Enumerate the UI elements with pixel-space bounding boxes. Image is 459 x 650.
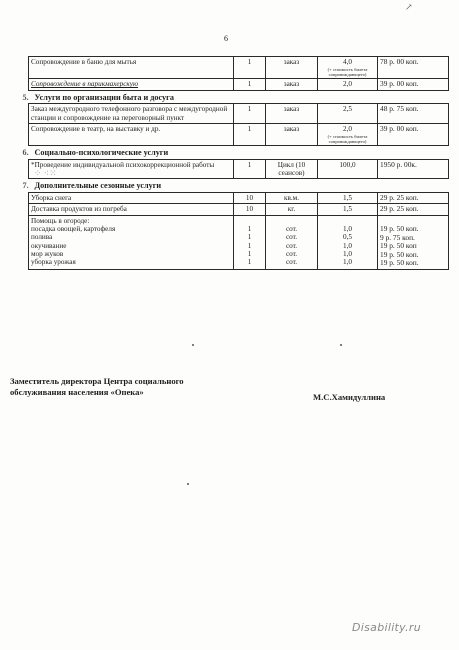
page-number: 6 (224, 34, 228, 43)
time-norm-value: 2,5 (343, 105, 352, 114)
time-norm-value: 100,0 (339, 160, 356, 169)
signature-title (10, 376, 184, 398)
section-number: 5. (22, 92, 29, 102)
table-row (29, 79, 449, 91)
garden-unit: сот. (285, 233, 298, 242)
garden-unit: сот. (285, 224, 298, 233)
time-norm (318, 57, 378, 79)
service-name: Уборка снега (29, 192, 234, 204)
section-title: Социально-психологические услуги (34, 148, 169, 158)
garden-service-name: полива (31, 233, 53, 242)
speck (187, 483, 189, 485)
table-row (29, 159, 449, 179)
garden-time-norm: 0,5 (343, 233, 352, 242)
section-header (22, 179, 449, 192)
garden-service-name: мор жуков (31, 249, 64, 258)
garden-price: 9 р. 75 коп. (380, 232, 415, 242)
time-norm (318, 159, 378, 179)
unit: заказ (266, 123, 318, 145)
signature-title-line2: обслуживания населения «Опека» (10, 387, 144, 398)
quantity: 1 (234, 123, 266, 145)
garden-service-name: уборка урожая (31, 258, 76, 267)
unit: кв.м. (266, 192, 318, 204)
time-norm (318, 104, 378, 124)
garden-unit: сот. (285, 258, 298, 267)
service-name: Сопровождение в парикмахерскую (29, 79, 234, 91)
corner-mark: ↗ (405, 2, 413, 12)
garden-service-name: окучивание (31, 241, 67, 250)
speck (192, 344, 194, 346)
quantity (234, 215, 266, 269)
price: 78 р. 00 коп. (378, 57, 449, 79)
price (378, 215, 449, 269)
watermark: Disability.ru (352, 621, 422, 634)
price: 29 р. 25 коп. (378, 192, 449, 204)
price: 1950 р. 00к. (378, 159, 449, 179)
section-title: Услуги по организации быта и досуга (34, 92, 174, 102)
garden-quantity: 1 (247, 224, 252, 233)
time-norm-note: (+ стоимость билета сопровождающего) (327, 67, 368, 78)
time-norm-value: 1,5 (343, 205, 352, 214)
quantity: 1 (234, 159, 266, 179)
price: 39 р. 00 коп. (378, 123, 449, 145)
garden-quantity: 1 (247, 249, 252, 258)
time-norm (318, 79, 378, 91)
garden-price: 19 р. 50 коп. (380, 258, 419, 268)
quantity: 10 (234, 204, 266, 216)
price: 29 р. 25 коп. (378, 204, 449, 216)
garden-quantity: 1 (247, 241, 252, 250)
garden-time-norm: 1,0 (343, 249, 352, 258)
table-row (29, 204, 449, 216)
unit: заказ (266, 79, 318, 91)
garden-header: Помощь в огороде: (31, 216, 90, 225)
quantity: 1 (234, 104, 266, 124)
unit: Цикл (10 сеансов) (266, 159, 318, 179)
service-name: *Проведение индивидуальной психокоррекционной работы (29, 159, 234, 179)
garden-price: 19 р. 50 коп. (380, 249, 419, 259)
garden-service-name: посадка овощей, картофеля (31, 224, 116, 233)
time-norm-value: 2,0 (343, 124, 352, 133)
section-header-row (29, 146, 449, 159)
section-header (22, 146, 449, 159)
service-name (29, 215, 234, 269)
time-norm-value: 4,0 (343, 58, 352, 66)
service-name: Сопровождение в театр, на выставку и др. (29, 123, 234, 145)
garden-time-norm: 1,0 (343, 258, 352, 267)
section-header (22, 90, 449, 103)
table-row (29, 123, 449, 145)
garden-time-norm: 1,0 (343, 241, 352, 250)
time-norm (318, 192, 378, 204)
price: 39 р. 00 коп. (378, 79, 449, 91)
garden-quantity: 1 (247, 258, 252, 267)
signature-title-line1: Заместитель директора Центра социального (10, 376, 184, 386)
unit: кг. (266, 204, 318, 216)
time-norm-note: (+ стоимость билета сопровождающего) (327, 134, 368, 145)
time-norm-value: 1,5 (343, 193, 352, 202)
signature-name: М.С.Хамидуллина (313, 392, 386, 402)
time-norm-value: 2,0 (343, 80, 352, 89)
garden-unit: сот. (285, 241, 298, 250)
time-norm (318, 204, 378, 216)
time-norm (318, 215, 378, 269)
garden-time-norm: 1,0 (343, 224, 352, 233)
time-norm (318, 123, 378, 145)
garden-row (29, 215, 449, 269)
table-row (29, 192, 449, 204)
price: 48 р. 75 коп. (378, 104, 449, 124)
table-row (29, 57, 449, 79)
service-name: Сопровождение в баню для мытья (29, 57, 234, 79)
section-title: Дополнительные сезонные услуги (34, 181, 162, 191)
quantity: 10 (234, 192, 266, 204)
table-row (29, 104, 449, 124)
service-name: Заказ междугородного телефонного разговора с междугородной станции и сопровождение на переговорный пункт (29, 104, 234, 124)
garden-price: 19 р. 50 коп (380, 241, 417, 251)
quantity: 1 (234, 79, 266, 91)
service-name: Доставка продуктов из погреба (29, 204, 234, 216)
section-header-row (29, 90, 449, 103)
quantity: 1 (234, 57, 266, 79)
garden-quantity: 1 (247, 233, 252, 242)
price-table (22, 56, 449, 270)
unit: заказ (266, 57, 318, 79)
section-header-row (29, 179, 449, 192)
garden-unit: сот. (285, 249, 298, 258)
unit (266, 215, 318, 269)
garden-price: 19 р. 50 коп. (380, 224, 419, 234)
section-number: 7. (22, 181, 29, 191)
scribble-mark: ⁘ ⁖⁙ (34, 168, 57, 178)
speck (340, 344, 342, 346)
section-number: 6. (22, 148, 29, 158)
unit: заказ (266, 104, 318, 124)
